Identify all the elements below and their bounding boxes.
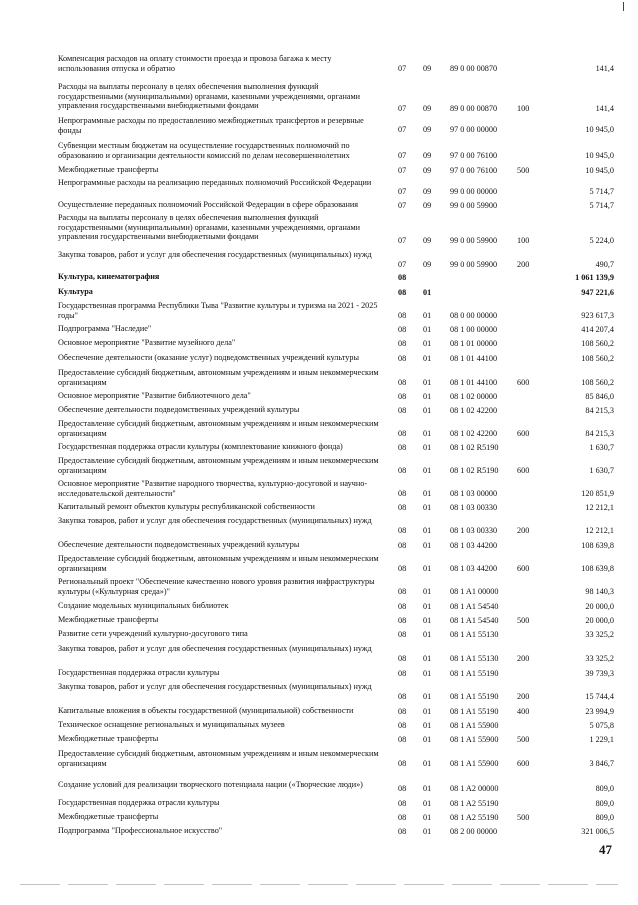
amount: 84 215,3 xyxy=(585,429,614,439)
row-name: Закупка товаров, работ и услуг для обеспечения государственных (муниципальных) нужд xyxy=(58,682,372,691)
table-row xyxy=(0,780,638,794)
target-item-code: 08 1 02 00000 xyxy=(450,392,498,402)
expense-type-code: 200 xyxy=(517,654,530,664)
subsection-code: 01 xyxy=(423,654,432,664)
section-code: 08 xyxy=(398,654,407,664)
table-row xyxy=(0,250,638,270)
section-code: 08 xyxy=(398,602,407,612)
table-row xyxy=(0,178,638,197)
section-code: 08 xyxy=(398,669,407,679)
row-name: Расходы на выплаты персоналу в целях обеспечения выполнения функций государственными (муниципальными) органами, казенными учреждениями, органами управления государственными внебюджетными фондами xyxy=(58,213,361,242)
row-name: Предоставление субсидий бюджетным, автономным учреждениям и иным некоммерческим организациям xyxy=(58,456,379,475)
expense-type-code: 500 xyxy=(517,735,530,745)
subsection-code: 01 xyxy=(423,466,432,476)
row-name: Межбюджетные трансферты xyxy=(58,734,159,743)
table-row xyxy=(0,213,638,246)
target-item-code: 08 1 02 42200 xyxy=(450,429,498,439)
target-item-code: 08 1 A1 55190 xyxy=(450,707,499,717)
target-item-code: 99 0 00 59900 xyxy=(450,201,498,211)
table-row xyxy=(0,554,638,574)
section-code: 08 xyxy=(398,827,407,837)
table-row xyxy=(0,353,638,364)
target-item-code: 08 1 A2 00000 xyxy=(450,784,499,794)
section-code: 08 xyxy=(398,541,407,551)
row-name: Компенсация расходов на оплату стоимости проезда и провоза багажа к месту использования отпуска и обратно xyxy=(58,54,332,73)
expense-type-code: 100 xyxy=(517,104,530,114)
table-row xyxy=(0,734,638,745)
table-row xyxy=(0,301,638,321)
target-item-code: 08 1 A1 55900 xyxy=(450,721,499,731)
subsection-code: 01 xyxy=(423,784,432,794)
subsection-code: 01 xyxy=(423,587,432,597)
section-code: 07 xyxy=(398,125,407,135)
section-code: 07 xyxy=(398,236,407,246)
subsection-code: 09 xyxy=(423,187,432,197)
target-item-code: 08 1 A1 00000 xyxy=(450,587,499,597)
table-row xyxy=(0,668,638,679)
amount: 809,0 xyxy=(595,799,614,809)
table-row xyxy=(0,540,638,551)
table-row xyxy=(0,629,638,640)
row-name: Государственная поддержка отрасли культуры xyxy=(58,798,220,807)
table-row xyxy=(0,338,638,349)
table-row xyxy=(0,749,638,769)
row-name: Предоставление субсидий бюджетным, автономным учреждениям и иным некоммерческим организациям xyxy=(58,554,379,573)
table-row xyxy=(0,706,638,717)
row-name: Закупка товаров, работ и услуг для обеспечения государственных (муниципальных) нужд xyxy=(58,644,372,653)
row-name: Обеспечение деятельности (оказание услуг) подведомственных учреждений культуры xyxy=(58,353,359,362)
row-name: Региональный проект "Обеспечение качественно нового уровня развития инфраструктуры культуры («Культурная среда»)" xyxy=(58,577,375,596)
target-item-code: 08 0 00 00000 xyxy=(450,311,498,321)
expense-type-code: 600 xyxy=(517,759,530,769)
row-name: Непрограммные расходы на реализацию переданных полномочий Российской Федерации xyxy=(58,178,372,187)
subsection-code: 01 xyxy=(423,354,432,364)
table-row xyxy=(0,54,638,74)
amount: 809,0 xyxy=(595,813,614,823)
target-item-code: 08 1 02 R5190 xyxy=(450,466,499,476)
expense-type-code: 200 xyxy=(517,526,530,536)
amount: 12 212,1 xyxy=(585,526,614,536)
target-item-code: 08 1 A1 55190 xyxy=(450,669,499,679)
section-code: 08 xyxy=(398,311,407,321)
section-code: 08 xyxy=(398,489,407,499)
row-name: Капитальные вложения в объекты государственной (муниципальной) собственности xyxy=(58,706,354,715)
target-item-code: 08 1 02 R5190 xyxy=(450,443,499,453)
subsection-code: 01 xyxy=(423,721,432,731)
row-name: Создание модельных муниципальных библиотек xyxy=(58,601,229,610)
subsection-code: 09 xyxy=(423,201,432,211)
section-code: 08 xyxy=(398,406,407,416)
section-code: 08 xyxy=(398,273,407,283)
row-name: Межбюджетные трансферты xyxy=(58,615,159,624)
section-code: 08 xyxy=(398,692,407,702)
subsection-code: 01 xyxy=(423,489,432,499)
target-item-code: 08 1 A2 55190 xyxy=(450,799,499,809)
row-name: Осуществление переданных полномочий Российской Федерации в сфере образования xyxy=(58,200,359,209)
table-row xyxy=(0,324,638,335)
target-item-code: 08 1 03 00000 xyxy=(450,489,498,499)
amount: 141,4 xyxy=(595,104,614,114)
target-item-code: 08 1 A1 55190 xyxy=(450,692,499,702)
section-code: 07 xyxy=(398,260,407,270)
table-row xyxy=(0,200,638,211)
subsection-code: 01 xyxy=(423,392,432,402)
subsection-code: 01 xyxy=(423,692,432,702)
row-name: Основное мероприятие "Развитие библиотечного дела" xyxy=(58,391,251,400)
subsection-code: 01 xyxy=(423,443,432,453)
row-name: Межбюджетные трансферты xyxy=(58,812,159,821)
target-item-code: 08 2 00 00000 xyxy=(450,827,498,837)
row-name: Обеспечение деятельности подведомственных учреждений культуры xyxy=(58,540,300,549)
scan-mark xyxy=(623,2,624,11)
amount: 108 560,2 xyxy=(581,339,614,349)
target-item-code: 08 1 02 42200 xyxy=(450,406,498,416)
amount: 23 994,9 xyxy=(585,707,614,717)
amount: 414 207,4 xyxy=(581,325,614,335)
amount: 1 630,7 xyxy=(589,466,614,476)
section-code: 07 xyxy=(398,64,407,74)
section-code: 08 xyxy=(398,813,407,823)
row-name: Основное мероприятие "Развитие народного творчества, культурно-досуговой и научно-исследовательской деятельности" xyxy=(58,479,368,498)
table-row xyxy=(0,82,638,114)
target-item-code: 08 1 A1 55900 xyxy=(450,735,499,745)
amount: 85 846,0 xyxy=(585,392,614,402)
table-row xyxy=(0,368,638,388)
amount: 33 325,2 xyxy=(585,630,614,640)
target-item-code: 08 1 03 00330 xyxy=(450,526,498,536)
amount: 1 630,7 xyxy=(589,443,614,453)
row-name: Непрограммные расходы по предоставлению межбюджетных трансфертов и резервные фонды xyxy=(58,116,364,135)
table-row xyxy=(0,826,638,837)
table-row xyxy=(0,442,638,453)
amount: 108 639,8 xyxy=(581,541,614,551)
target-item-code: 89 0 00 00870 xyxy=(450,64,498,74)
subsection-code: 01 xyxy=(423,541,432,551)
amount: 108 560,2 xyxy=(581,378,614,388)
section-code: 08 xyxy=(398,707,407,717)
subsection-code: 01 xyxy=(423,378,432,388)
subsection-code: 01 xyxy=(423,311,432,321)
subsection-code: 01 xyxy=(423,526,432,536)
subsection-code: 01 xyxy=(423,669,432,679)
expense-type-code: 200 xyxy=(517,692,530,702)
subsection-code: 01 xyxy=(423,616,432,626)
target-item-code: 08 1 A1 54540 xyxy=(450,616,499,626)
subsection-code: 01 xyxy=(423,630,432,640)
subsection-code: 09 xyxy=(423,125,432,135)
subsection-code: 01 xyxy=(423,799,432,809)
subsection-code: 01 xyxy=(423,707,432,717)
table-row xyxy=(0,391,638,402)
row-name: Предоставление субсидий бюджетным, автономным учреждениям и иным некоммерческим организациям xyxy=(58,368,379,387)
row-name: Капитальный ремонт объектов культуры республиканской собственности xyxy=(58,502,315,511)
expense-type-code: 600 xyxy=(517,466,530,476)
subsection-code: 09 xyxy=(423,151,432,161)
subsection-code: 01 xyxy=(423,429,432,439)
target-item-code: 08 1 03 44200 xyxy=(450,541,498,551)
table-row xyxy=(0,682,638,702)
table-row xyxy=(0,812,638,823)
section-code: 08 xyxy=(398,587,407,597)
target-item-code: 99 0 00 00000 xyxy=(450,187,498,197)
target-item-code: 97 0 00 76100 xyxy=(450,151,498,161)
amount: 98 140,3 xyxy=(585,587,614,597)
amount: 809,0 xyxy=(595,784,614,794)
section-code: 08 xyxy=(398,392,407,402)
target-item-code: 97 0 00 00000 xyxy=(450,125,498,135)
target-item-code: 99 0 00 59900 xyxy=(450,260,498,270)
table-row xyxy=(0,577,638,597)
section-code: 08 xyxy=(398,630,407,640)
row-name: Подпрограмма "Профессиональное искусство" xyxy=(58,826,223,835)
target-item-code: 08 1 00 00000 xyxy=(450,325,498,335)
table-row xyxy=(0,601,638,612)
table-row xyxy=(0,502,638,513)
section-code: 08 xyxy=(398,354,407,364)
subsection-code: 01 xyxy=(423,339,432,349)
target-item-code: 08 1 03 00330 xyxy=(450,503,498,513)
section-code: 08 xyxy=(398,616,407,626)
target-item-code: 08 1 01 00000 xyxy=(450,339,498,349)
amount: 141,4 xyxy=(595,64,614,74)
section-code: 07 xyxy=(398,104,407,114)
amount: 10 945,0 xyxy=(585,166,614,176)
amount: 33 325,2 xyxy=(585,654,614,664)
amount: 5 075,8 xyxy=(589,721,614,731)
section-code: 08 xyxy=(398,288,407,298)
table-row xyxy=(0,720,638,731)
target-item-code: 08 1 A2 55190 xyxy=(450,813,499,823)
amount: 84 215,3 xyxy=(585,406,614,416)
expense-type-code: 400 xyxy=(517,707,530,717)
amount: 5 714,7 xyxy=(589,201,614,211)
section-code: 08 xyxy=(398,784,407,794)
subsection-code: 01 xyxy=(423,602,432,612)
row-name: Государственная поддержка отрасли культуры (комплектование книжного фонда) xyxy=(58,442,343,451)
row-name: Культура xyxy=(58,287,93,296)
section-code: 08 xyxy=(398,443,407,453)
row-name: Обеспечение деятельности подведомственных учреждений культуры xyxy=(58,405,300,414)
subsection-code: 09 xyxy=(423,166,432,176)
target-item-code: 99 0 00 59900 xyxy=(450,236,498,246)
section-code: 07 xyxy=(398,201,407,211)
amount: 3 846,7 xyxy=(589,759,614,769)
target-item-code: 08 1 01 44100 xyxy=(450,354,498,364)
expense-type-code: 200 xyxy=(517,260,530,270)
subsection-code: 01 xyxy=(423,564,432,574)
page-number: 47 xyxy=(599,842,612,857)
amount: 1 229,1 xyxy=(589,735,614,745)
target-item-code: 08 1 A1 55130 xyxy=(450,630,499,640)
table-row xyxy=(0,516,638,536)
subsection-code: 09 xyxy=(423,260,432,270)
target-item-code: 97 0 00 76100 xyxy=(450,166,498,176)
row-name: Техническое оснащение региональных и муниципальных музеев xyxy=(58,720,285,729)
subsection-code: 01 xyxy=(423,759,432,769)
subsection-code: 09 xyxy=(423,64,432,74)
amount: 321 006,5 xyxy=(581,827,614,837)
section-code: 08 xyxy=(398,564,407,574)
section-code: 08 xyxy=(398,721,407,731)
section-code: 08 xyxy=(398,339,407,349)
section-code: 08 xyxy=(398,503,407,513)
table-row xyxy=(0,798,638,809)
expense-type-code: 100 xyxy=(517,236,530,246)
row-name: Культура, кинематография xyxy=(58,272,160,281)
subsection-code: 01 xyxy=(423,325,432,335)
section-code: 08 xyxy=(398,378,407,388)
expense-type-code: 600 xyxy=(517,429,530,439)
target-item-code: 08 1 A1 55900 xyxy=(450,759,499,769)
subsection-code: 01 xyxy=(423,503,432,513)
expense-type-code: 600 xyxy=(517,564,530,574)
amount: 120 851,9 xyxy=(581,489,614,499)
amount: 20 000,0 xyxy=(585,602,614,612)
amount: 923 617,3 xyxy=(581,311,614,321)
amount: 15 744,4 xyxy=(585,692,614,702)
expense-type-code: 500 xyxy=(517,166,530,176)
section-code: 08 xyxy=(398,325,407,335)
amount: 108 639,8 xyxy=(581,564,614,574)
section-code: 08 xyxy=(398,799,407,809)
expense-type-code: 600 xyxy=(517,378,530,388)
row-name: Предоставление субсидий бюджетным, автономным учреждениям и иным некоммерческим организациям xyxy=(58,419,379,438)
subsection-code: 01 xyxy=(423,735,432,745)
amount: 20 000,0 xyxy=(585,616,614,626)
amount: 947 221,6 xyxy=(581,288,614,298)
table-row xyxy=(0,456,638,476)
target-item-code: 08 1 03 44200 xyxy=(450,564,498,574)
section-code: 08 xyxy=(398,429,407,439)
subsection-code: 09 xyxy=(423,236,432,246)
scan-edge xyxy=(20,884,618,885)
amount: 108 560,2 xyxy=(581,354,614,364)
table-row xyxy=(0,287,638,298)
table-row xyxy=(0,644,638,664)
row-name: Подпрограмма "Наследие" xyxy=(58,324,152,333)
table-row xyxy=(0,419,638,439)
target-item-code: 08 1 A1 54540 xyxy=(450,602,499,612)
table-row xyxy=(0,615,638,626)
section-code: 08 xyxy=(398,759,407,769)
expense-type-code: 500 xyxy=(517,813,530,823)
row-name: Субвенции местным бюджетам на осуществление государственных полномочий по образованию и организации деятельности комиссий по делам несовершеннолетних xyxy=(58,141,350,160)
subsection-code: 01 xyxy=(423,813,432,823)
section-code: 07 xyxy=(398,187,407,197)
target-item-code: 08 1 01 44100 xyxy=(450,378,498,388)
amount: 12 212,1 xyxy=(585,503,614,513)
section-code: 07 xyxy=(398,166,407,176)
row-name: Создание условий для реализации творческого потенциала нации («Творческие люди») xyxy=(58,780,363,789)
target-item-code: 89 0 00 00870 xyxy=(450,104,498,114)
subsection-code: 09 xyxy=(423,104,432,114)
row-name: Закупка товаров, работ и услуг для обеспечения государственных (муниципальных) нужд xyxy=(58,250,372,259)
amount: 10 945,0 xyxy=(585,151,614,161)
row-name: Закупка товаров, работ и услуг для обеспечения государственных (муниципальных) нужд xyxy=(58,516,372,525)
section-code: 08 xyxy=(398,735,407,745)
row-name: Межбюджетные трансферты xyxy=(58,165,159,174)
expense-type-code: 500 xyxy=(517,616,530,626)
table-row xyxy=(0,405,638,416)
row-name: Государственная программа Республики Тыва "Развитие культуры и туризма на 2021 - 2025 годы" xyxy=(58,301,378,320)
subsection-code: 01 xyxy=(423,406,432,416)
amount: 1 061 139,9 xyxy=(575,273,614,283)
amount: 5 714,7 xyxy=(589,187,614,197)
amount: 10 945,0 xyxy=(585,125,614,135)
amount: 5 224,0 xyxy=(589,236,614,246)
row-name: Расходы на выплаты персоналу в целях обеспечения выполнения функций государственными (муниципальными) органами, казенными учреждениями, органами управления государственными внебюджетными фондами xyxy=(58,82,361,111)
amount: 39 739,3 xyxy=(585,669,614,679)
row-name: Предоставление субсидий бюджетным, автономным учреждениям и иным некоммерческим организациям xyxy=(58,749,379,768)
row-name: Государственная поддержка отрасли культуры xyxy=(58,668,220,677)
table-row xyxy=(0,116,638,135)
section-code: 08 xyxy=(398,526,407,536)
row-name: Развитие сети учреждений культурно-досугового типа xyxy=(58,629,248,638)
section-code: 08 xyxy=(398,466,407,476)
table-row xyxy=(0,165,638,176)
amount: 490,7 xyxy=(595,260,614,270)
table-row xyxy=(0,141,638,161)
target-item-code: 08 1 A1 55130 xyxy=(450,654,499,664)
row-name: Основное мероприятие "Развитие музейного дела" xyxy=(58,338,236,347)
subsection-code: 01 xyxy=(423,827,432,837)
section-code: 07 xyxy=(398,151,407,161)
subsection-code: 01 xyxy=(423,288,432,298)
table-row xyxy=(0,272,638,283)
table-row xyxy=(0,479,638,499)
